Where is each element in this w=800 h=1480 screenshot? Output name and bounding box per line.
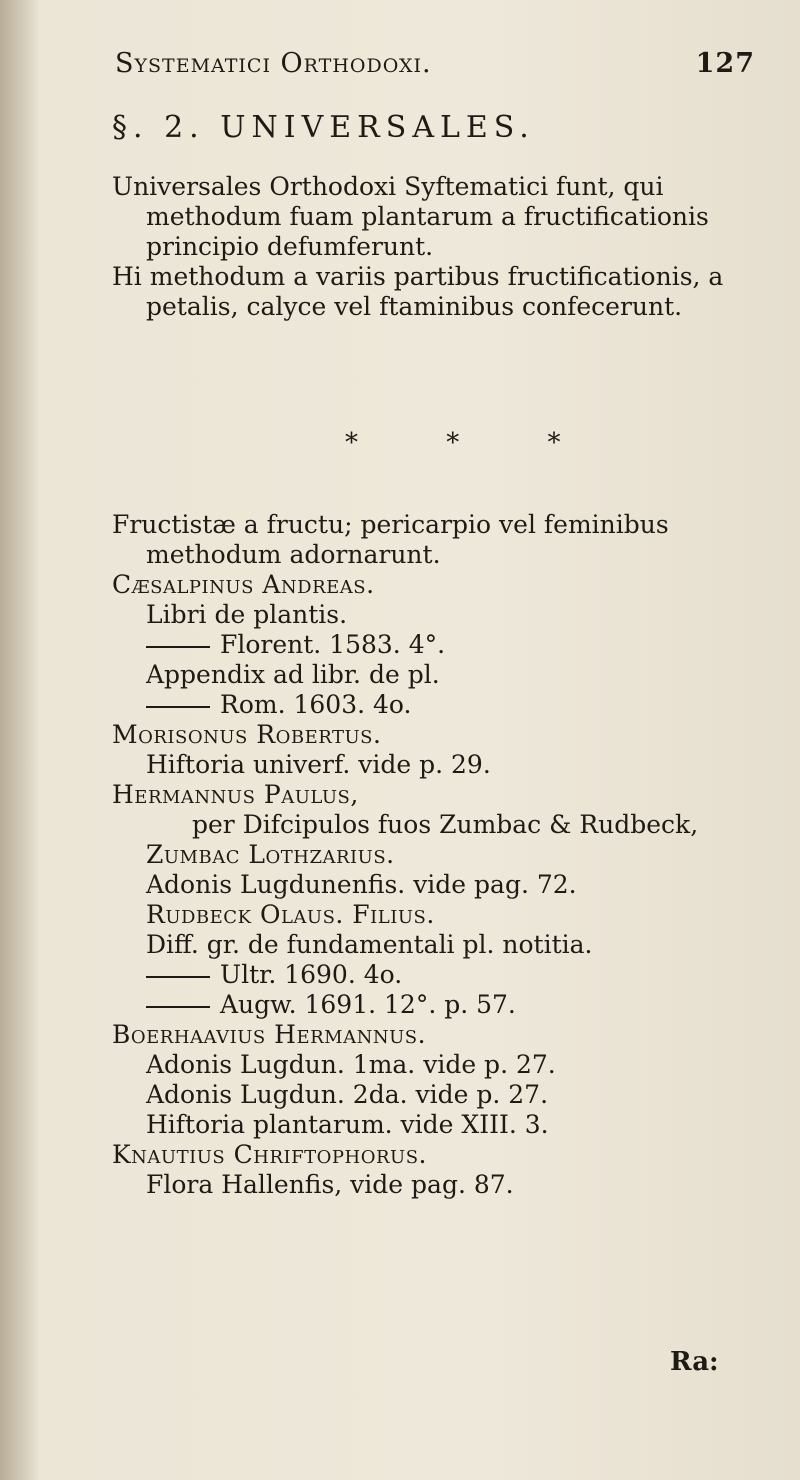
entry-line: Adonis Lugdun. 1ma. vide p. 27.: [146, 1050, 556, 1079]
entry-line: Hiftoria plantarum. vide XIII. 3.: [146, 1110, 549, 1139]
entry-line: Fructistæ a fructu; pericarpio vel feminibus: [112, 510, 669, 539]
entries-list: [112, 510, 752, 1200]
entry-line: [112, 630, 752, 660]
entry-line: Diff. gr. de fundamentali pl. notitia.: [146, 930, 593, 959]
entry-line: [112, 990, 752, 1020]
intro-line: methodum fuam plantarum a fructificationis: [146, 202, 709, 231]
entry-line: methodum adornarunt.: [146, 540, 441, 569]
entry-text: Florent. 1583. 4°.: [220, 630, 446, 659]
author-line: Cæsalpinus Andreas.: [112, 570, 375, 599]
author-line: Boerhaavius Hermannus.: [112, 1020, 427, 1049]
ditto-dash: [146, 976, 210, 978]
entry-line: Adonis Lugdunenfis. vide pag. 72.: [146, 870, 577, 899]
entry-line: per Difcipulos fuos Zumbac & Rudbeck,: [192, 810, 699, 839]
entry-text: Ultr. 1690. 4o.: [220, 960, 403, 989]
author-line: Knautius Chriftophorus.: [112, 1140, 427, 1169]
running-title: Systematici Orthodoxi.: [115, 48, 432, 79]
page-number: 127: [695, 48, 755, 79]
intro-line: principio defumferunt.: [146, 232, 434, 261]
entry-line: [112, 690, 752, 720]
entry-text: Rom. 1603. 4o.: [220, 690, 412, 719]
intro-line: Hi methodum a variis partibus fructificationis, a: [112, 262, 724, 291]
ditto-dash: [146, 706, 210, 708]
entry-line: [112, 960, 752, 990]
author-line: Hermannus Paulus,: [112, 780, 359, 809]
separator-stars: * * *: [345, 428, 601, 458]
entry-text: Augw. 1691. 12°. p. 57.: [220, 990, 516, 1019]
author-line: Rudbeck Olaus. Filius.: [146, 900, 435, 929]
catchword: Ra:: [670, 1347, 719, 1377]
entry-line: Flora Hallenfis, vide pag. 87.: [146, 1170, 514, 1199]
author-line: Morisonus Robertus.: [112, 720, 382, 749]
entry-line: Appendix ad libr. de pl.: [146, 660, 440, 689]
intro-line: petalis, calyce vel ftaminibus confecerunt.: [146, 292, 683, 321]
entry-line: Libri de plantis.: [146, 600, 348, 629]
running-header: [115, 48, 755, 79]
section-title: §. 2. UNIVERSALES.: [112, 110, 535, 145]
intro-line: Universales Orthodoxi Syftematici funt, qui: [112, 172, 664, 201]
ditto-dash: [146, 646, 210, 648]
ditto-dash: [146, 1006, 210, 1008]
intro-paragraph: [112, 172, 752, 322]
entry-line: Adonis Lugdun. 2da. vide p. 27.: [146, 1080, 549, 1109]
author-line: Zumbac Lothzarius.: [146, 840, 395, 869]
page-gutter-shadow: [0, 0, 40, 1480]
entry-line: Hiftoria univerf. vide p. 29.: [146, 750, 491, 779]
